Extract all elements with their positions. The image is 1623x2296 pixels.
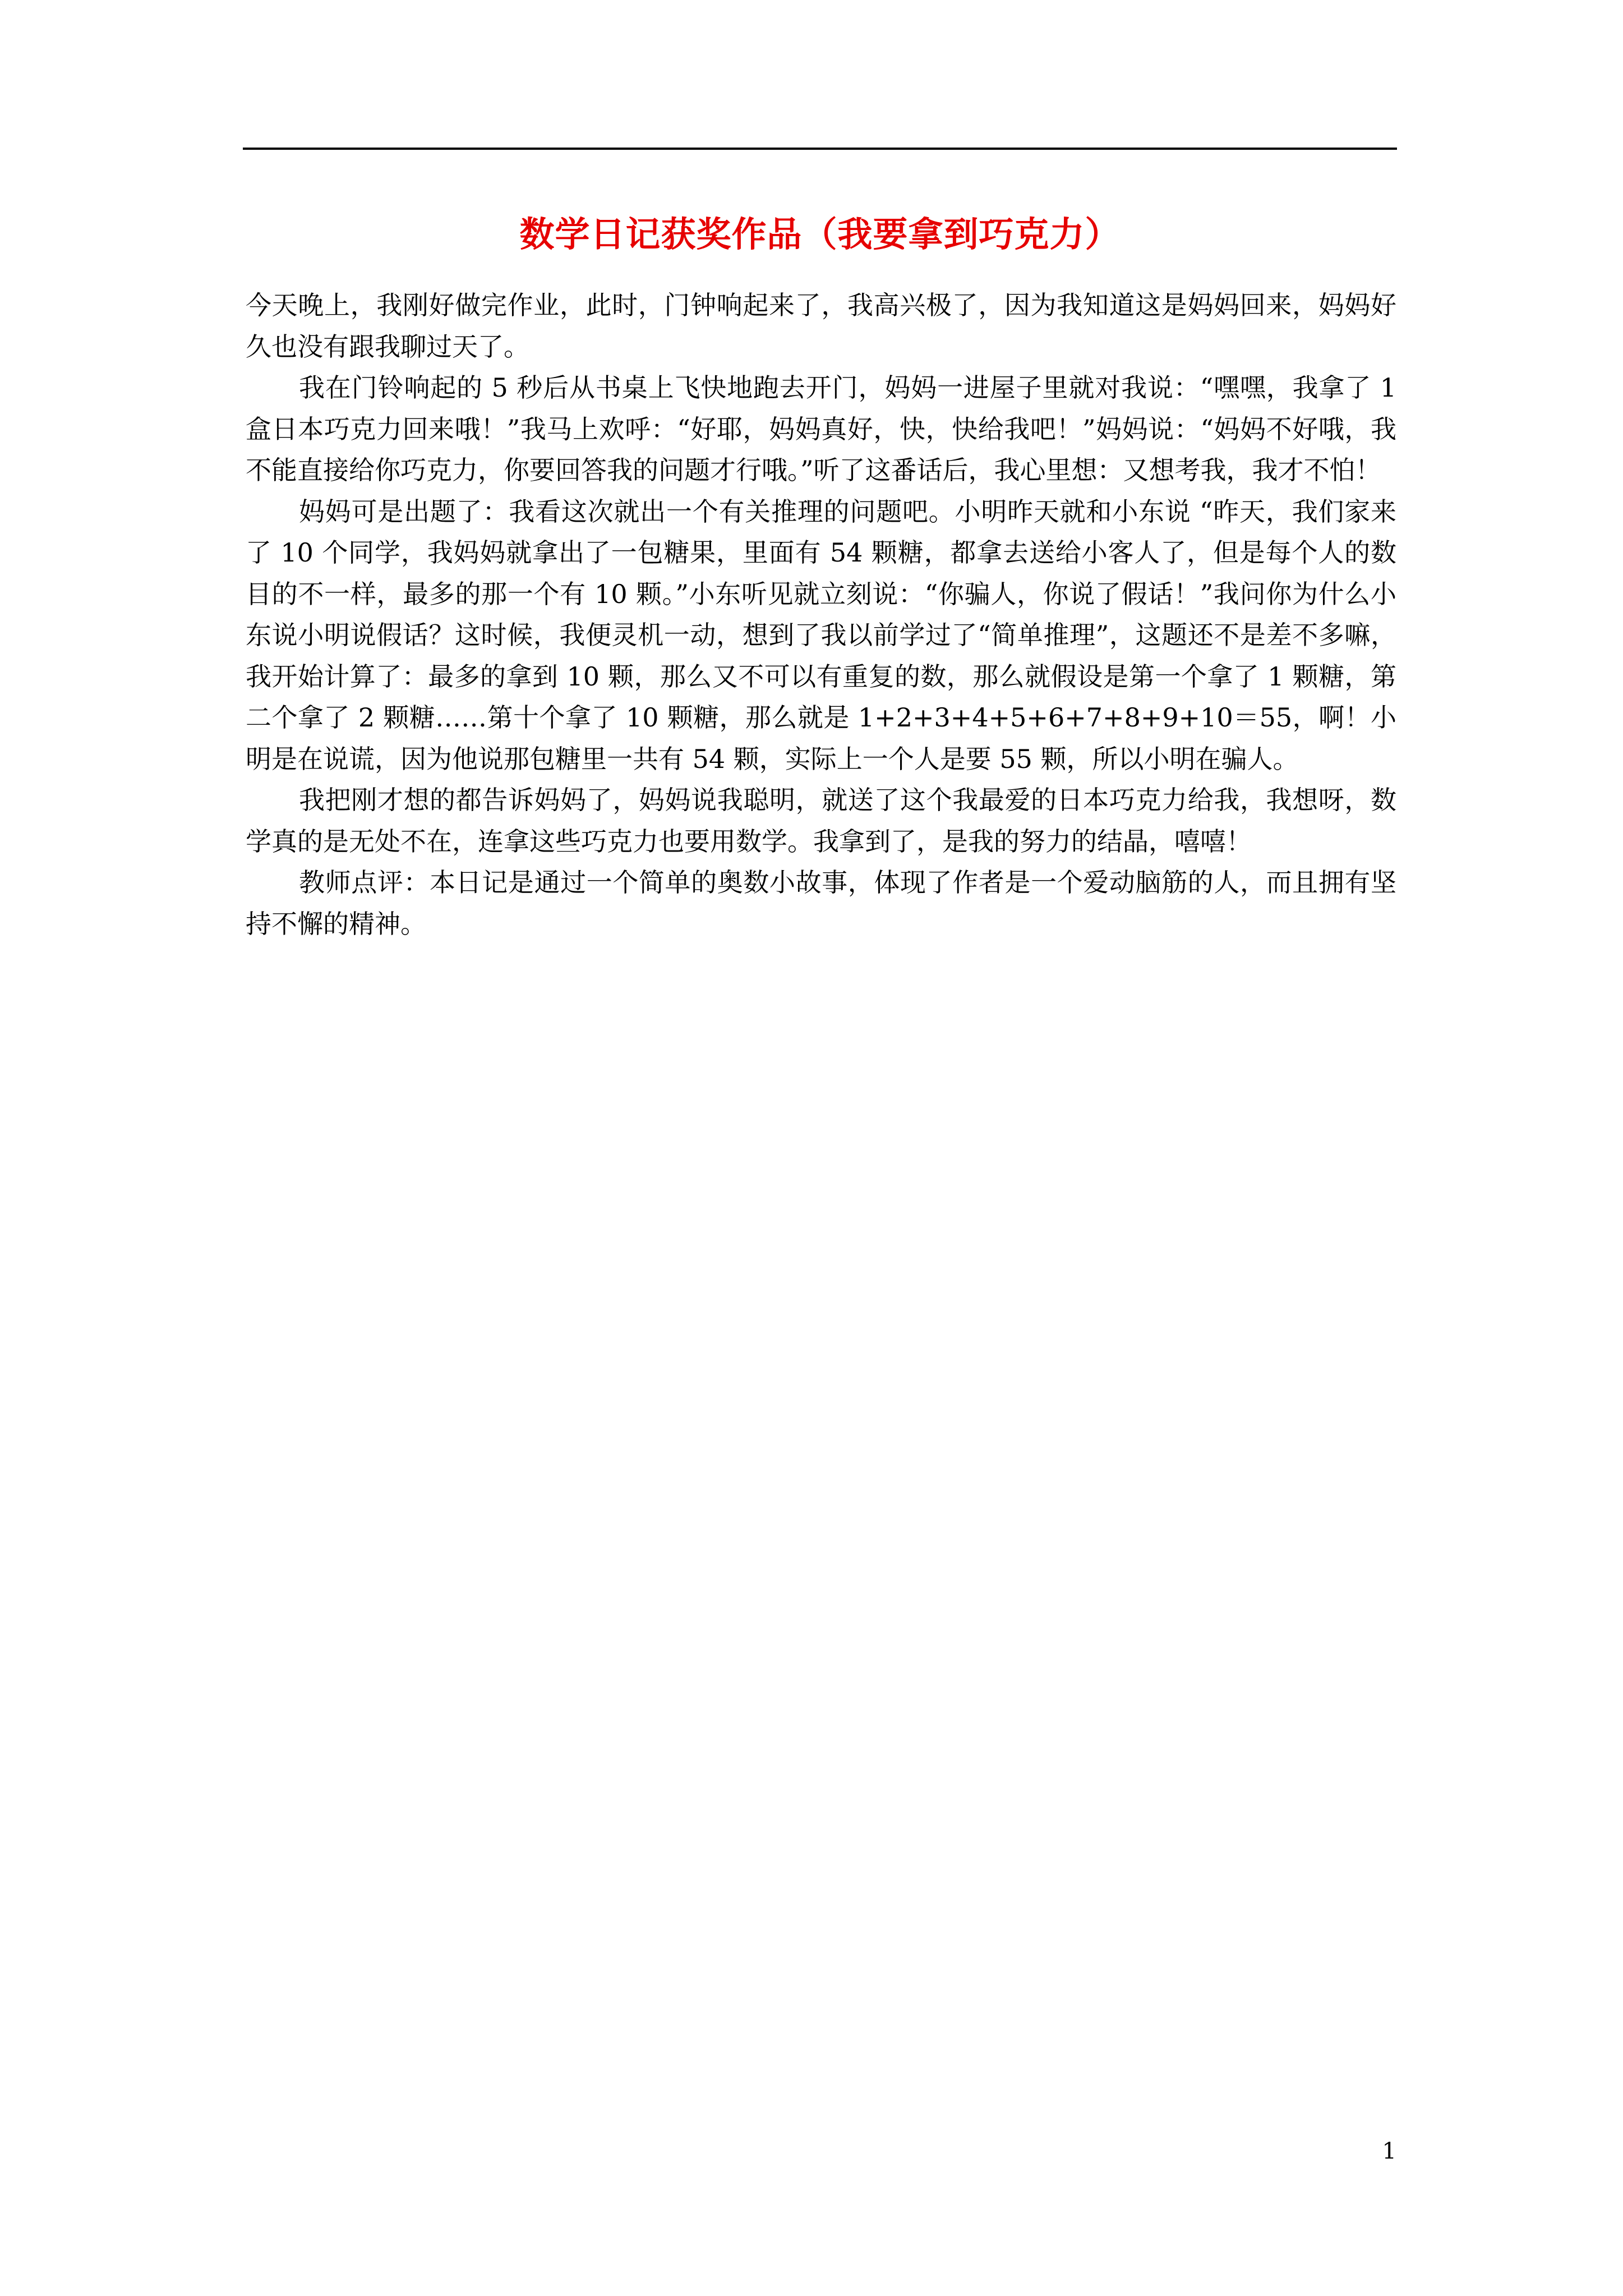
paragraph-1: 今天晚上，我刚好做完作业，此时，门钟响起来了，我高兴极了，因为我知道这是妈妈回来，妈妈好久也没有跟我聊过天了。 [246,290,1396,362]
document-title: 数学日记获奖作品（我要拿到巧克力） [519,214,1121,255]
page-number: 1 [1382,2138,1396,2164]
teacher-comment: 教师点评：本日记是通过一个简单的奥数小故事，体现了作者是一个爱动脑筋的人，而且拥有坚持不懈的精神。 [246,867,1396,939]
header-rule [243,148,1397,150]
document-body [246,285,1396,945]
paragraph-2: 我在门铃响起的 5 秒后从书桌上飞快地跑去开门，妈妈一进屋子里就对我说：“嘿嘿，我拿了 1 盒日本巧克力回来哦！”我马上欢呼：“好耶，妈妈真好，快，快给我吧！”妈妈说：“妈妈不好哦，我不能直接给你巧克力，你要回答我的问题才行哦。”听了这番话后，我心里想：又想考我，我才不怕！ [246,372,1396,485]
paragraph-4: 我把刚才想的都告诉妈妈了，妈妈说我聪明，就送了这个我最爱的日本巧克力给我，我想呀，数学真的是无处不在，连拿这些巧克力也要用数学。我拿到了，是我的努力的结晶，嘻嘻！ [246,785,1396,857]
paragraph-3: 妈妈可是出题了：我看这次就出一个有关推理的问题吧。小明昨天就和小东说 “昨天，我们家来了 10 个同学，我妈妈就拿出了一包糖果，里面有 54 颗糖，都拿去送给小客人了，但是每个人的数目的不一样，最多的那一个有 10 颗。”小东听见就立刻说：“你骗人，你说了假话！”我问你为什么小东说小明说假话？这时候，我便灵机一动，想到了我以前学过了“简单推理”，这题还不是差不多嘛，我开始计算了：最多的拿到 10 颗，那么又不可以有重复的数，那么就假设是第一个拿了 1 颗糖，第二个拿了 2 颗糖……第十个拿了 10 颗糖，那么就是 1+2+3+4+5+6+7+8+9+10＝55，啊！小明是在说谎，因为他说那包糖里一共有 54 颗，实际上一个人是要 55 颗，所以小明在骗人。 [246,496,1396,774]
